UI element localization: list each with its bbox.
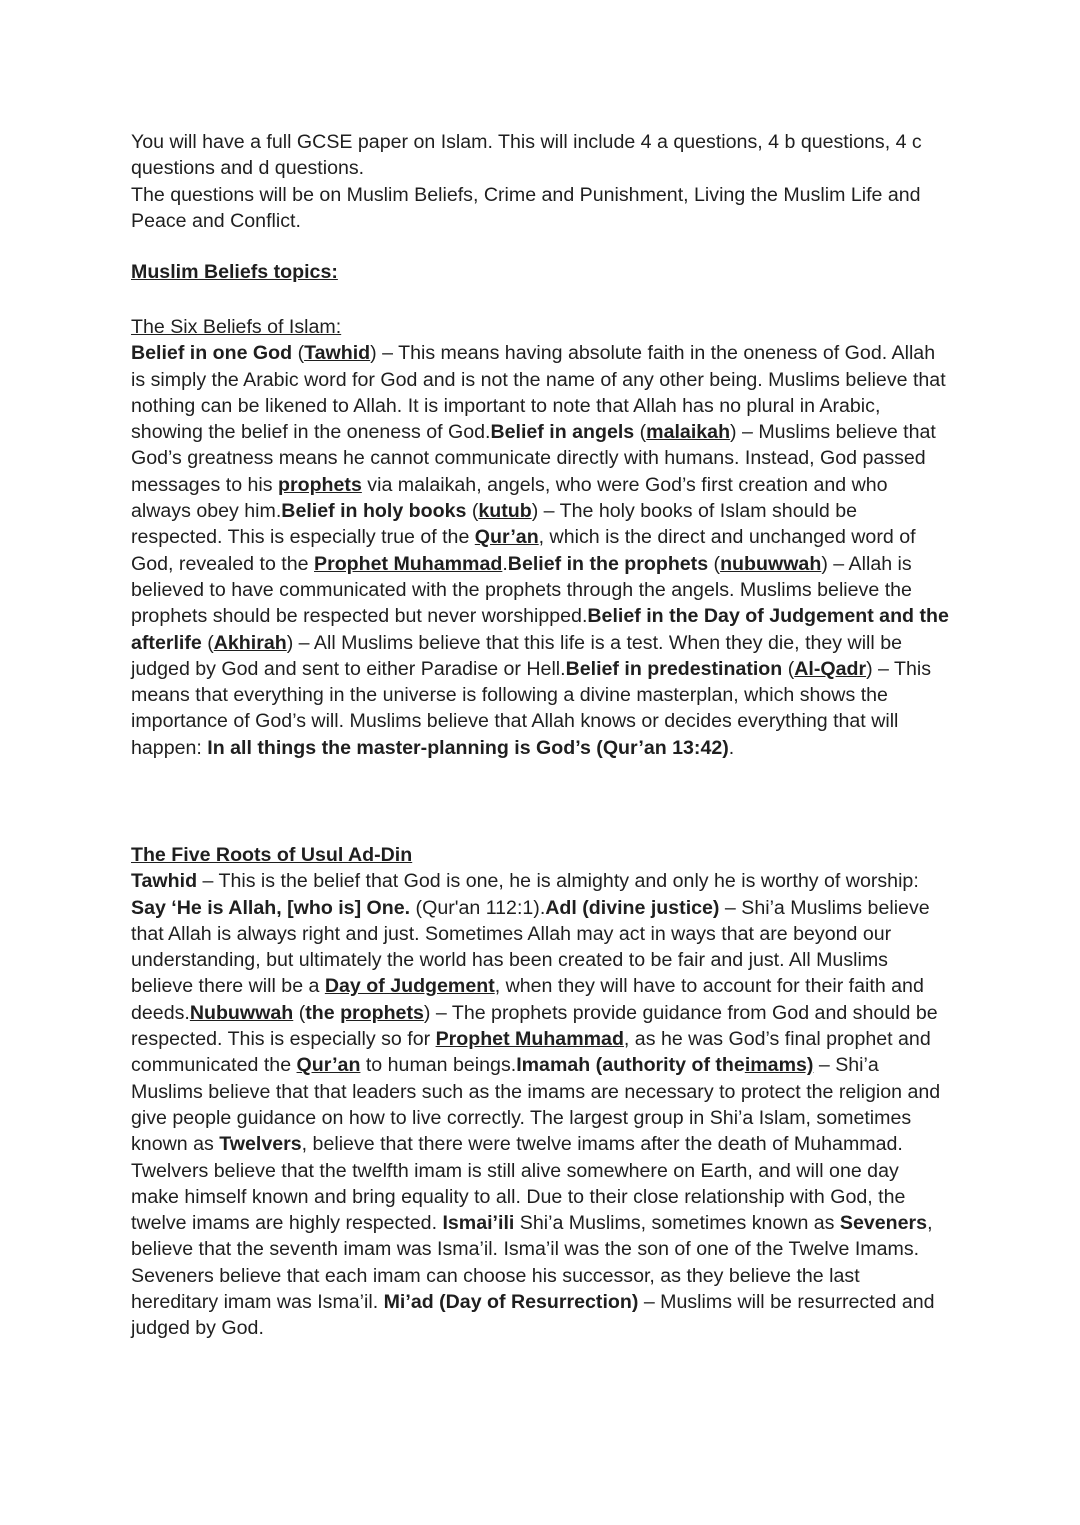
term-prophet-muhammad: Prophet Muhammad [314,552,503,575]
term-miad: Mi’ad (Day of Resurrection) [383,1291,639,1314]
topics-heading: Muslim Beliefs topics: [131,261,338,283]
term-akhirah: Akhirah [213,631,287,654]
text: (Qur'an 112:1). [410,896,546,919]
text: , as he was God’s final prophet and communicated the [131,1028,931,1077]
text: ( [201,631,214,654]
intro-section [131,129,951,234]
term-belief-one-god: Belief in one God [131,342,293,365]
term-twelvers: Twelvers [219,1133,302,1156]
term-tawhid-root: Tawhid [131,870,198,893]
term-belief-angels: Belief in angels [490,421,635,444]
five-roots-paragraph [131,868,951,1341]
term-nubuwwah-root: Nubuwwah [189,1001,294,1024]
term-day-of-judgement: Day of Judgement [324,975,495,998]
term-belief-prophets: Belief in the prophets [507,552,709,575]
text: ( [293,1001,306,1024]
text: ) – This means having absolute faith in the oneness of God. Allah is simply the Arabic word for God and is not the name of any other being. Muslims believe that nothing can be likened to Allah. It is important to note that Allah has no plural in Arabic, showing the belief in the oneness of God. [131,342,946,444]
text: , believe that the seventh imam was Isma’il. Isma’il was the son of one of the Twelve Imams. Seveners believe that each imam can choose his successor, as they believe the last hereditary imam was Isma’il. [131,1212,933,1314]
text: – Shi’a Muslims believe that that leaders such as the imams are necessary to protect the religion and give people guidance on how to live correctly. The largest group in Shi’a Islam, sometimes known as [131,1054,941,1156]
intro-paragraph-2: The questions will be on Muslim Beliefs, Crime and Punishment, Living the Muslim Life and Peace and Conflict. [131,183,921,232]
text: – This is the belief that God is one, he is almighty and only he is worthy of worship: [197,870,919,893]
text: ) – Muslims believe that God’s greatness means he cannot communicate directly with humans. Instead, God passed messages to his [131,421,936,496]
text-the: the [305,1001,341,1024]
term-malaikah: malaikah [646,421,731,444]
term-al-qadr: Al-Qadr [794,657,867,680]
term-imams: imams) [744,1054,814,1077]
text: – Shi’a Muslims believe that Allah is always right and just. Sometimes Allah may act in ways that are beyond our understanding, but ultimately the world has been created to be fair and just. All Muslims believe there will be a [131,896,930,998]
term-quran: Qur’an [474,526,539,549]
text: – Muslims will be resurrected and judged by God. [131,1291,935,1340]
term-quran-root: Qur’an [296,1054,361,1077]
term-prophets: prophets [278,473,362,496]
six-beliefs-title: The Six Beliefs of Islam: [131,316,342,338]
term-prophet-muhammad-root: Prophet Muhammad [435,1028,624,1051]
six-beliefs-paragraph [131,340,951,761]
text: . [728,736,735,759]
text: ) – The prophets provide guidance from God and should be respected. This is especially so for [131,1001,938,1051]
text: ( [634,421,647,444]
text: . [502,552,508,575]
text: via malaikah, angels, who were God’s first creation and who always obey him. [131,473,888,523]
term-tawhid: Tawhid [304,342,371,365]
term-imamah: Imamah (authority of the [516,1054,745,1077]
text: to human beings. [360,1054,517,1077]
term-belief-holy-books: Belief in holy books [281,500,467,523]
term-belief-day-of-judgement: Belief in the Day of Judgement and the afterlife [131,605,949,654]
term-ismaili: Ismai’ili [442,1212,515,1235]
text: , when they will have to account for their faith and deeds. [131,975,924,1024]
text: ) – Allah is believed to have communicated with the prophets through the angels. Muslims believe the prophets should be respected but never worshipped. [131,552,912,628]
text: , which is the direct and unchanged word of God, revealed to the [131,526,916,575]
text: ( [782,657,795,680]
term-prophets-root: prophets [340,1001,424,1024]
term-adl: Adl (divine justice) [545,896,720,919]
text: ( [292,342,305,365]
term-belief-predestination: Belief in predestination [565,657,783,680]
five-roots-section [131,842,951,1342]
text: ) – The holy books of Islam should be respected. This is especially true of the [131,500,857,549]
quote-quran-13-42: In all things the master-planning is God’s (Qur’an 13:42) [207,736,729,759]
text: ( [708,552,721,575]
intro-paragraph-1: You will have a full GCSE paper on Islam. This will include 4 a questions, 4 b questions, 4 c questions and d questions. [131,131,922,180]
text: ) – All Muslims believe that this life is a test. When they die, they will be judged by God and sent to either Paradise or Hell. [131,631,902,680]
six-beliefs-section [131,314,951,761]
term-nubuwwah: nubuwwah [720,552,822,575]
term-kutub: kutub [478,500,532,523]
term-seveners: Seveners [839,1212,928,1235]
text: ) – This means that everything in the universe is following a divine masterplan, which shows the importance of God’s will. Muslims believe that Allah knows or decides everything that will happen: [131,657,932,759]
quote-quran-112-1: Say ‘He is Allah, [who is] One. [131,896,411,919]
five-roots-title: The Five Roots of Usul Ad-Din [131,844,413,866]
text: ( [466,500,479,523]
text: , believe that there were twelve imams after the death of Muhammad. Twelvers believe that the twelfth imam is still alive somewhere on Earth, and will one day make himself known and bring equality to all. Due to their close relationship with God, the twelve imams are highly respected. [131,1133,906,1235]
text: Shi’a Muslims, sometimes known as [514,1212,840,1235]
